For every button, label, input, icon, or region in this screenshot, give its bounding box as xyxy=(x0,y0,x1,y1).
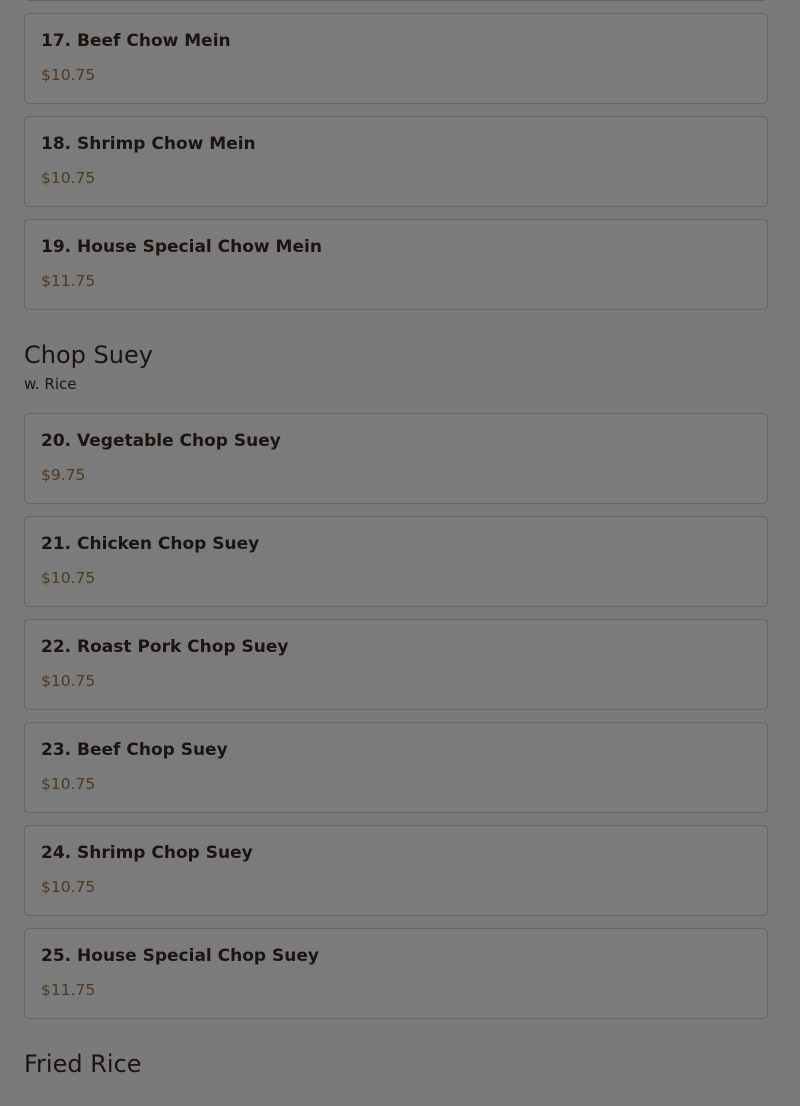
menu-item-price: $10.75 xyxy=(41,169,96,187)
menu-item-card[interactable] xyxy=(24,116,768,207)
menu-item-price: $11.75 xyxy=(41,272,96,290)
section-note: w. Rice xyxy=(24,375,77,393)
menu-item-name: 19. House Special Chow Mein xyxy=(41,237,322,257)
menu-item-card[interactable] xyxy=(24,825,768,916)
menu-item-name: 17. Beef Chow Mein xyxy=(41,31,231,51)
section-title: Chop Suey xyxy=(24,341,153,369)
menu-item-name: 18. Shrimp Chow Mein xyxy=(41,134,256,154)
menu-item-price: $9.75 xyxy=(41,466,86,484)
menu-item-name: 21. Chicken Chop Suey xyxy=(41,534,260,554)
menu-item-card[interactable] xyxy=(24,928,768,1019)
section-fried-rice xyxy=(24,1049,768,1079)
menu-item-card[interactable] xyxy=(24,722,768,813)
menu-list xyxy=(24,0,768,1079)
menu-item-price: $10.75 xyxy=(41,569,96,587)
menu-item-name: 25. House Special Chop Suey xyxy=(41,946,319,966)
menu-item-name: 22. Roast Pork Chop Suey xyxy=(41,637,289,657)
menu-item-card[interactable] xyxy=(24,13,768,104)
menu-item-price: $10.75 xyxy=(41,775,96,793)
menu-item-card[interactable] xyxy=(24,0,768,1)
menu-item-card[interactable] xyxy=(24,413,768,504)
menu-item-price: $10.75 xyxy=(41,672,96,690)
menu-item-price: $10.75 xyxy=(41,878,96,896)
section-chop-suey xyxy=(24,340,768,1019)
menu-item-name: 24. Shrimp Chop Suey xyxy=(41,843,253,863)
menu-item-card[interactable] xyxy=(24,619,768,710)
menu-item-name: 23. Beef Chop Suey xyxy=(41,740,228,760)
menu-item-card[interactable] xyxy=(24,219,768,310)
menu-item-price: $10.75 xyxy=(41,66,96,84)
menu-item-name: 20. Vegetable Chop Suey xyxy=(41,431,281,451)
section-title: Fried Rice xyxy=(24,1050,142,1078)
menu-item-card[interactable] xyxy=(24,516,768,607)
menu-item-price: $11.75 xyxy=(41,981,96,999)
